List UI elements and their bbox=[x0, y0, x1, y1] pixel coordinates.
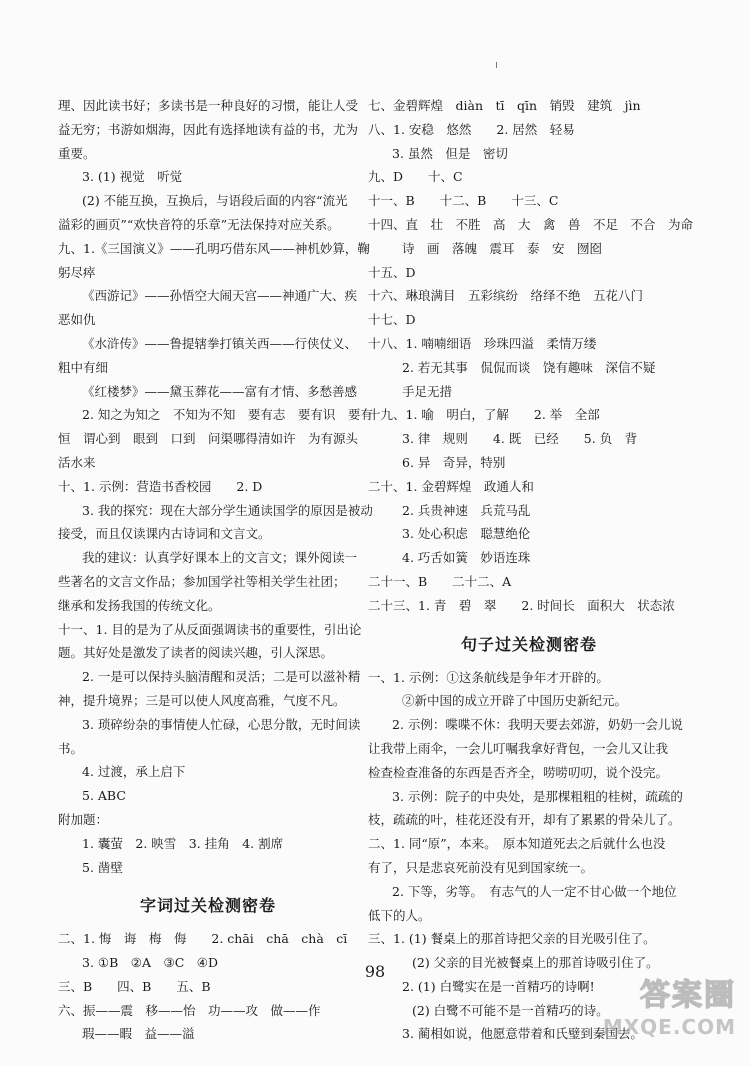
answer-line: 检查检查准备的东西是否齐全，唠唠叨叨，说个没完。 bbox=[368, 764, 669, 780]
answer-line: 4. 巧舌如簧 妙语连珠 bbox=[402, 550, 531, 566]
answer-line: 4. 过渡，承上启下 bbox=[82, 764, 186, 780]
answer-line: 三、1. (1) 餐桌上的那首诗把父亲的目光吸引住了。 bbox=[368, 931, 656, 947]
answer-line: 3. 示例：院子的中央处，是那棵粗粗的桂树，疏疏的 bbox=[392, 788, 683, 804]
answer-line: 5. 凿壁 bbox=[82, 859, 123, 875]
answer-line: 十一、B 十二、B 十三、C bbox=[368, 193, 559, 209]
answer-line: 枝，疏疏的叶，桂花还没有开，却有了累累的骨朵儿了。 bbox=[368, 812, 681, 828]
answer-line: 些著名的文言文作品；参加国学社等相关学生社团； bbox=[58, 573, 346, 589]
answer-line: 2. 兵贵神速 兵荒马乱 bbox=[402, 502, 531, 518]
answer-line: 《红楼梦》——黛玉葬花——富有才情、多愁善感 bbox=[82, 383, 358, 399]
answer-line: 有了，只是悲哀死前没有见到国家统一。 bbox=[368, 859, 594, 875]
answer-line: 《西游记》——孙悟空大闹天宫——神通广大、疾 bbox=[82, 288, 358, 304]
answer-line: 继承和发扬我国的传统文化。 bbox=[58, 597, 221, 613]
answer-line: 6. 异 奇异，特别 bbox=[402, 454, 506, 470]
answer-line: 3. 蔺相如说，他愿意带着和氏璧到秦国去。 bbox=[402, 1026, 643, 1042]
answer-line: 恒 谓心到 眼到 口到 问渠哪得清如许 为有源头 bbox=[58, 431, 359, 447]
answer-line: 恶如仇 bbox=[58, 312, 96, 328]
answer-line: 1. 囊萤 2. 映雪 3. 挂角 4. 割席 bbox=[82, 835, 284, 851]
answer-line: 粗中有细 bbox=[58, 359, 109, 375]
answer-line: 重要。 bbox=[58, 145, 96, 161]
answer-line: 二十一、B 二十二、A bbox=[368, 573, 512, 589]
answer-line: 3. 虽然 但是 密切 bbox=[392, 145, 508, 161]
answer-line: 九、1.《三国演义》——孔明巧借东风——神机妙算，鞠 bbox=[58, 240, 370, 256]
answer-line: 2. 一是可以保持头脑清醒和灵活；二是可以滋补精 bbox=[82, 669, 361, 685]
answer-line: 躬尽瘁 bbox=[58, 264, 96, 280]
page-number: 98 bbox=[364, 962, 386, 981]
scan-mark bbox=[496, 62, 497, 68]
answer-line: 十四、直 壮 不胜 高 大 禽 兽 不足 不合 为命 bbox=[368, 216, 694, 232]
answer-line: 3. ①B ②A ③C ④D bbox=[82, 955, 219, 971]
left-lines-a bbox=[58, 94, 373, 879]
answer-line: 益无穷；书游如烟海，因此有选择地读有益的书，尤为 bbox=[58, 121, 359, 137]
left-column bbox=[58, 94, 373, 1046]
answer-line: 书。 bbox=[58, 740, 84, 756]
answer-line: 二、1. 同“原”，本来。 原本知道死去之后就什么也没 bbox=[368, 836, 666, 852]
answer-line: (2) 白鹭不可能不是一首精巧的诗。 bbox=[412, 1002, 609, 1018]
answer-line: 神，提升境界；三是可以使人风度高雅，气度不凡。 bbox=[58, 692, 346, 708]
answer-line: 十六、琳琅满目 五彩缤纷 络绎不绝 五花八门 bbox=[368, 288, 644, 304]
answer-line: 5. ABC bbox=[82, 788, 126, 804]
answer-line: 3. 琐碎纷杂的事情使人忙碌，心思分散，无时间读 bbox=[82, 716, 361, 732]
answer-line: 2. 下等，劣等。 有志气的人一定不甘心做一个地位 bbox=[392, 883, 677, 899]
answer-line: 八、1. 安稳 悠然 2. 居然 轻易 bbox=[368, 121, 575, 137]
answer-line: 二十三、1. 青 碧 翠 2. 时间长 面积大 状态浓 bbox=[368, 597, 675, 613]
answer-line: 一、1. 示例：①这条航线是争年才开辟的。 bbox=[368, 669, 609, 685]
answer-line: 2. 知之为知之 不知为不知 要有志 要有识 要有 bbox=[82, 407, 373, 423]
answer-line: 3. 处心积虑 聪慧绝伦 bbox=[402, 526, 531, 542]
answer-line: 十七、D bbox=[368, 312, 416, 328]
answer-line: 《水浒传》——鲁提辖拳打镇关西——行侠仗义、 bbox=[82, 335, 358, 351]
answer-line: 瑕——暇 益——溢 bbox=[82, 1026, 195, 1042]
answer-line: 我的建议：认真学好课本上的文言文；课外阅读一 bbox=[82, 550, 358, 566]
answer-line: (2) 父亲的目光被餐桌上的那首诗吸引住了。 bbox=[412, 955, 659, 971]
answer-line: 2. 示例：喋喋不休：我明天要去郊游，奶奶一会儿说 bbox=[392, 717, 683, 733]
answer-line: 低下的人。 bbox=[368, 907, 431, 923]
answer-line: 3. 律 规则 4. 既 已经 5. 负 背 bbox=[402, 431, 638, 447]
answer-line: 十五、D bbox=[368, 264, 416, 280]
answer-line: 十、1. 示例：营造书香校园 2. D bbox=[58, 478, 263, 494]
answer-line: 十一、1. 目的是为了从反面强调读书的重要性，引出论 bbox=[58, 621, 362, 637]
answer-line: ②新中国的成立开辟了中国历史新纪元。 bbox=[402, 693, 628, 709]
answer-line: 溢彩的画页”“欢快音符的乐章”无法保持对应关系。 bbox=[58, 216, 340, 232]
watermark-top-text: 答案圈 bbox=[640, 978, 736, 1013]
answer-line: 二、1. 悔 诲 梅 侮 2. chāi chā chà cī bbox=[58, 931, 348, 947]
section-title-word-test: 字词过关检测密卷 bbox=[139, 896, 276, 916]
answer-line: 题。其好处是激发了读者的阅读兴趣，引人深思。 bbox=[58, 645, 334, 661]
answer-line: 手足无措 bbox=[402, 383, 453, 399]
answer-line: 十八、1. 喃喃细语 珍珠四溢 柔情万缕 bbox=[368, 335, 597, 351]
answer-line: (2) 不能互换，互换后，与语段后面的内容“流光 bbox=[82, 193, 348, 209]
answer-line: 二十、1. 金碧辉煌 政通人和 bbox=[368, 478, 534, 494]
answer-line: 活水来 bbox=[58, 454, 96, 470]
answer-line: 2. (1) 白鹭实在是一首精巧的诗啊! bbox=[402, 978, 595, 994]
answer-line: 六、振——震 移——怡 功——攻 做——作 bbox=[58, 1002, 321, 1018]
right-column bbox=[368, 94, 694, 1046]
answer-line: 七、金碧辉煌 diàn tī qīn 销毁 建筑 jìn bbox=[368, 98, 641, 113]
watermark-bottom-text: MXQE.COM bbox=[602, 1015, 736, 1039]
answer-line: 让我带上雨伞，一会儿叮嘱我拿好背包，一会儿又让我 bbox=[368, 740, 669, 756]
answer-line: 附加题： bbox=[58, 811, 109, 827]
right-lines-a bbox=[368, 94, 694, 618]
left-lines-b bbox=[58, 927, 358, 1046]
answer-line: 接受，而且仅读课内古诗词和文言文。 bbox=[58, 526, 271, 542]
answer-line: 3. 我的探究：现在大部分学生通读国学的原因是被动 bbox=[82, 502, 373, 518]
answer-line: 诗 画 落魄 震耳 泰 安 囫囵 bbox=[402, 240, 603, 256]
watermark-logo bbox=[586, 978, 736, 1048]
answer-line: 三、B 四、B 五、B bbox=[58, 978, 211, 994]
answer-line: 十九、1. 喻 明白，了解 2. 举 全部 bbox=[368, 407, 600, 423]
answer-line: 九、D 十、C bbox=[368, 169, 463, 185]
answer-line: 2. 若无其事 侃侃而谈 饶有趣味 深信不疑 bbox=[402, 359, 656, 375]
answer-line: 3. (1) 视觉 听觉 bbox=[82, 169, 183, 185]
section-title-sentence-test: 句子过关检测密卷 bbox=[460, 634, 597, 654]
answer-line: 理、因此读书好；多读书是一种良好的习惯，能让人受 bbox=[58, 98, 359, 113]
